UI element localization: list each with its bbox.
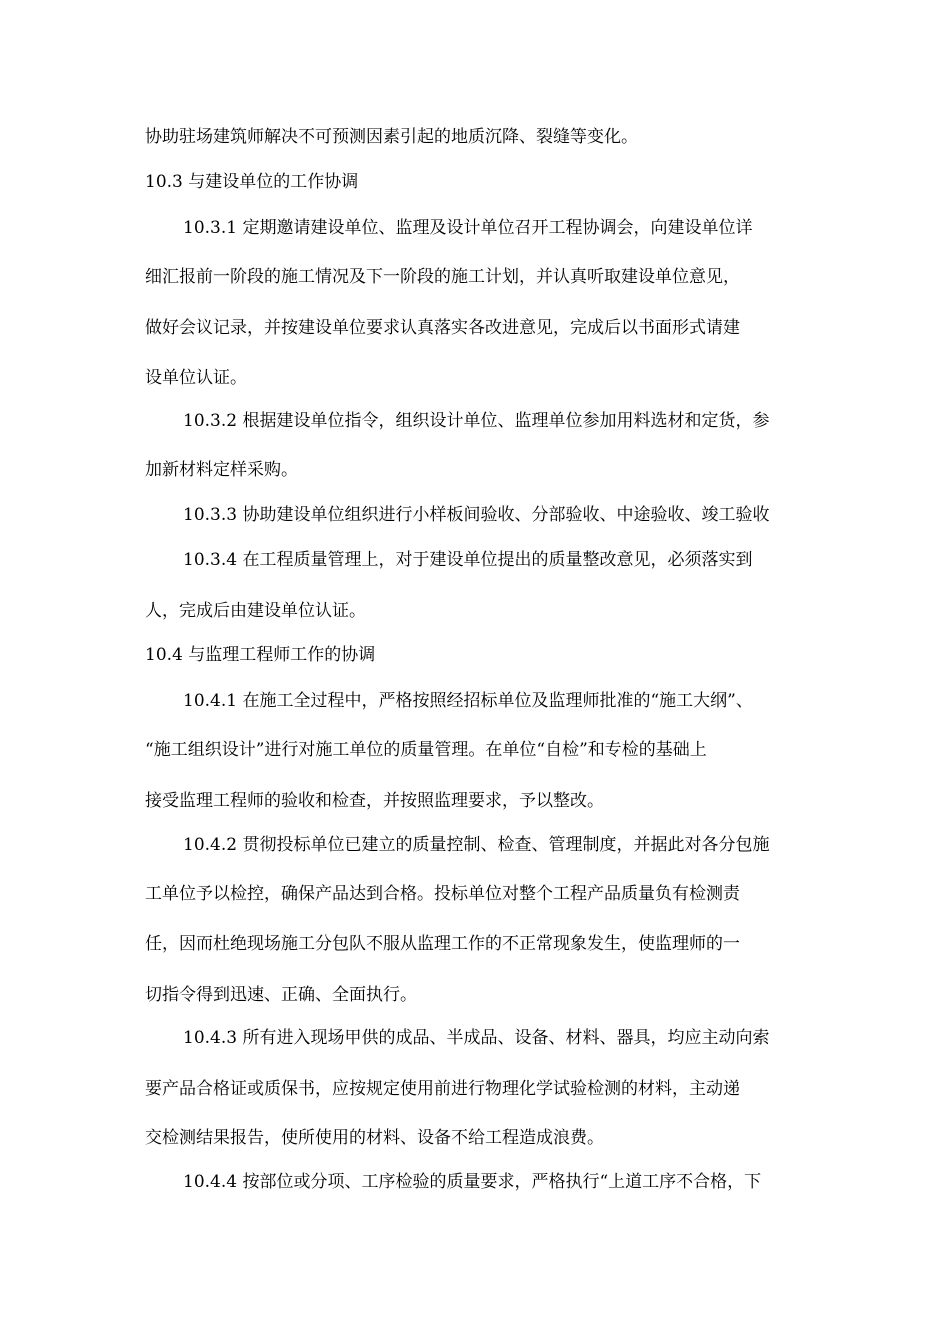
text-line: 10.3.4 在工程质量管理上，对于建设单位提出的质量整改意见，必须落实到: [183, 550, 753, 570]
text-line: 10.4.2 贯彻投标单位已建立的质量控制、检查、管理制度，并据此对各分包施: [183, 835, 770, 855]
text-line: 10.3.1 定期邀请建设单位、监理及设计单位召开工程协调会，向建设单位详: [183, 218, 753, 238]
section-heading: 10.3 与建设单位的工作协调: [145, 172, 359, 192]
text-line: 10.3.3 协助建设单位组织进行小样板间验收、分部验收、中途验收、竣工验收: [183, 505, 770, 525]
text-line: 协助驻场建筑师解决不可预测因素引起的地质沉降、裂缝等变化。: [145, 127, 638, 147]
text-line: 人，完成后由建设单位认证。: [145, 601, 366, 621]
text-line: 做好会议记录，并按建设单位要求认真落实各改进意见，完成后以书面形式请建: [145, 318, 740, 338]
text-line: “施工组织设计”进行对施工单位的质量管理。在单位“自检”和专检的基础上: [145, 740, 707, 760]
text-line: 设单位认证。: [145, 368, 247, 388]
text-line: 细汇报前一阶段的施工情况及下一阶段的施工计划，并认真听取建设单位意见，: [145, 267, 740, 287]
text-line: 接受监理工程师的验收和检查，并按照监理要求，予以整改。: [145, 791, 604, 811]
text-line: 加新材料定样采购。: [145, 460, 298, 480]
section-heading: 10.4 与监理工程师工作的协调: [145, 645, 376, 665]
text-line: 交检测结果报告，使所使用的材料、设备不给工程造成浪费。: [145, 1128, 604, 1148]
text-line: 10.4.1 在施工全过程中，严格按照经招标单位及监理师批准的“施工大纲”、: [183, 691, 753, 711]
text-line: 要产品合格证或质保书，应按规定使用前进行物理化学试验检测的材料，主动递: [145, 1079, 740, 1099]
text-line: 10.3.2 根据建设单位指令，组织设计单位、监理单位参加用料选材和定货，参: [183, 411, 770, 431]
text-line: 10.4.3 所有进入现场甲供的成品、半成品、设备、材料、器具，均应主动向索: [183, 1028, 770, 1048]
text-line: 切指令得到迅速、正确、全面执行。: [145, 985, 417, 1005]
text-line: 10.4.4 按部位或分项、工序检验的质量要求，严格执行“上道工序不合格，下: [183, 1172, 762, 1192]
text-line: 工单位予以检控，确保产品达到合格。投标单位对整个工程产品质量负有检测责: [145, 884, 740, 904]
text-line: 任，因而杜绝现场施工分包队不服从监理工作的不正常现象发生，使监理师的一: [145, 934, 740, 954]
